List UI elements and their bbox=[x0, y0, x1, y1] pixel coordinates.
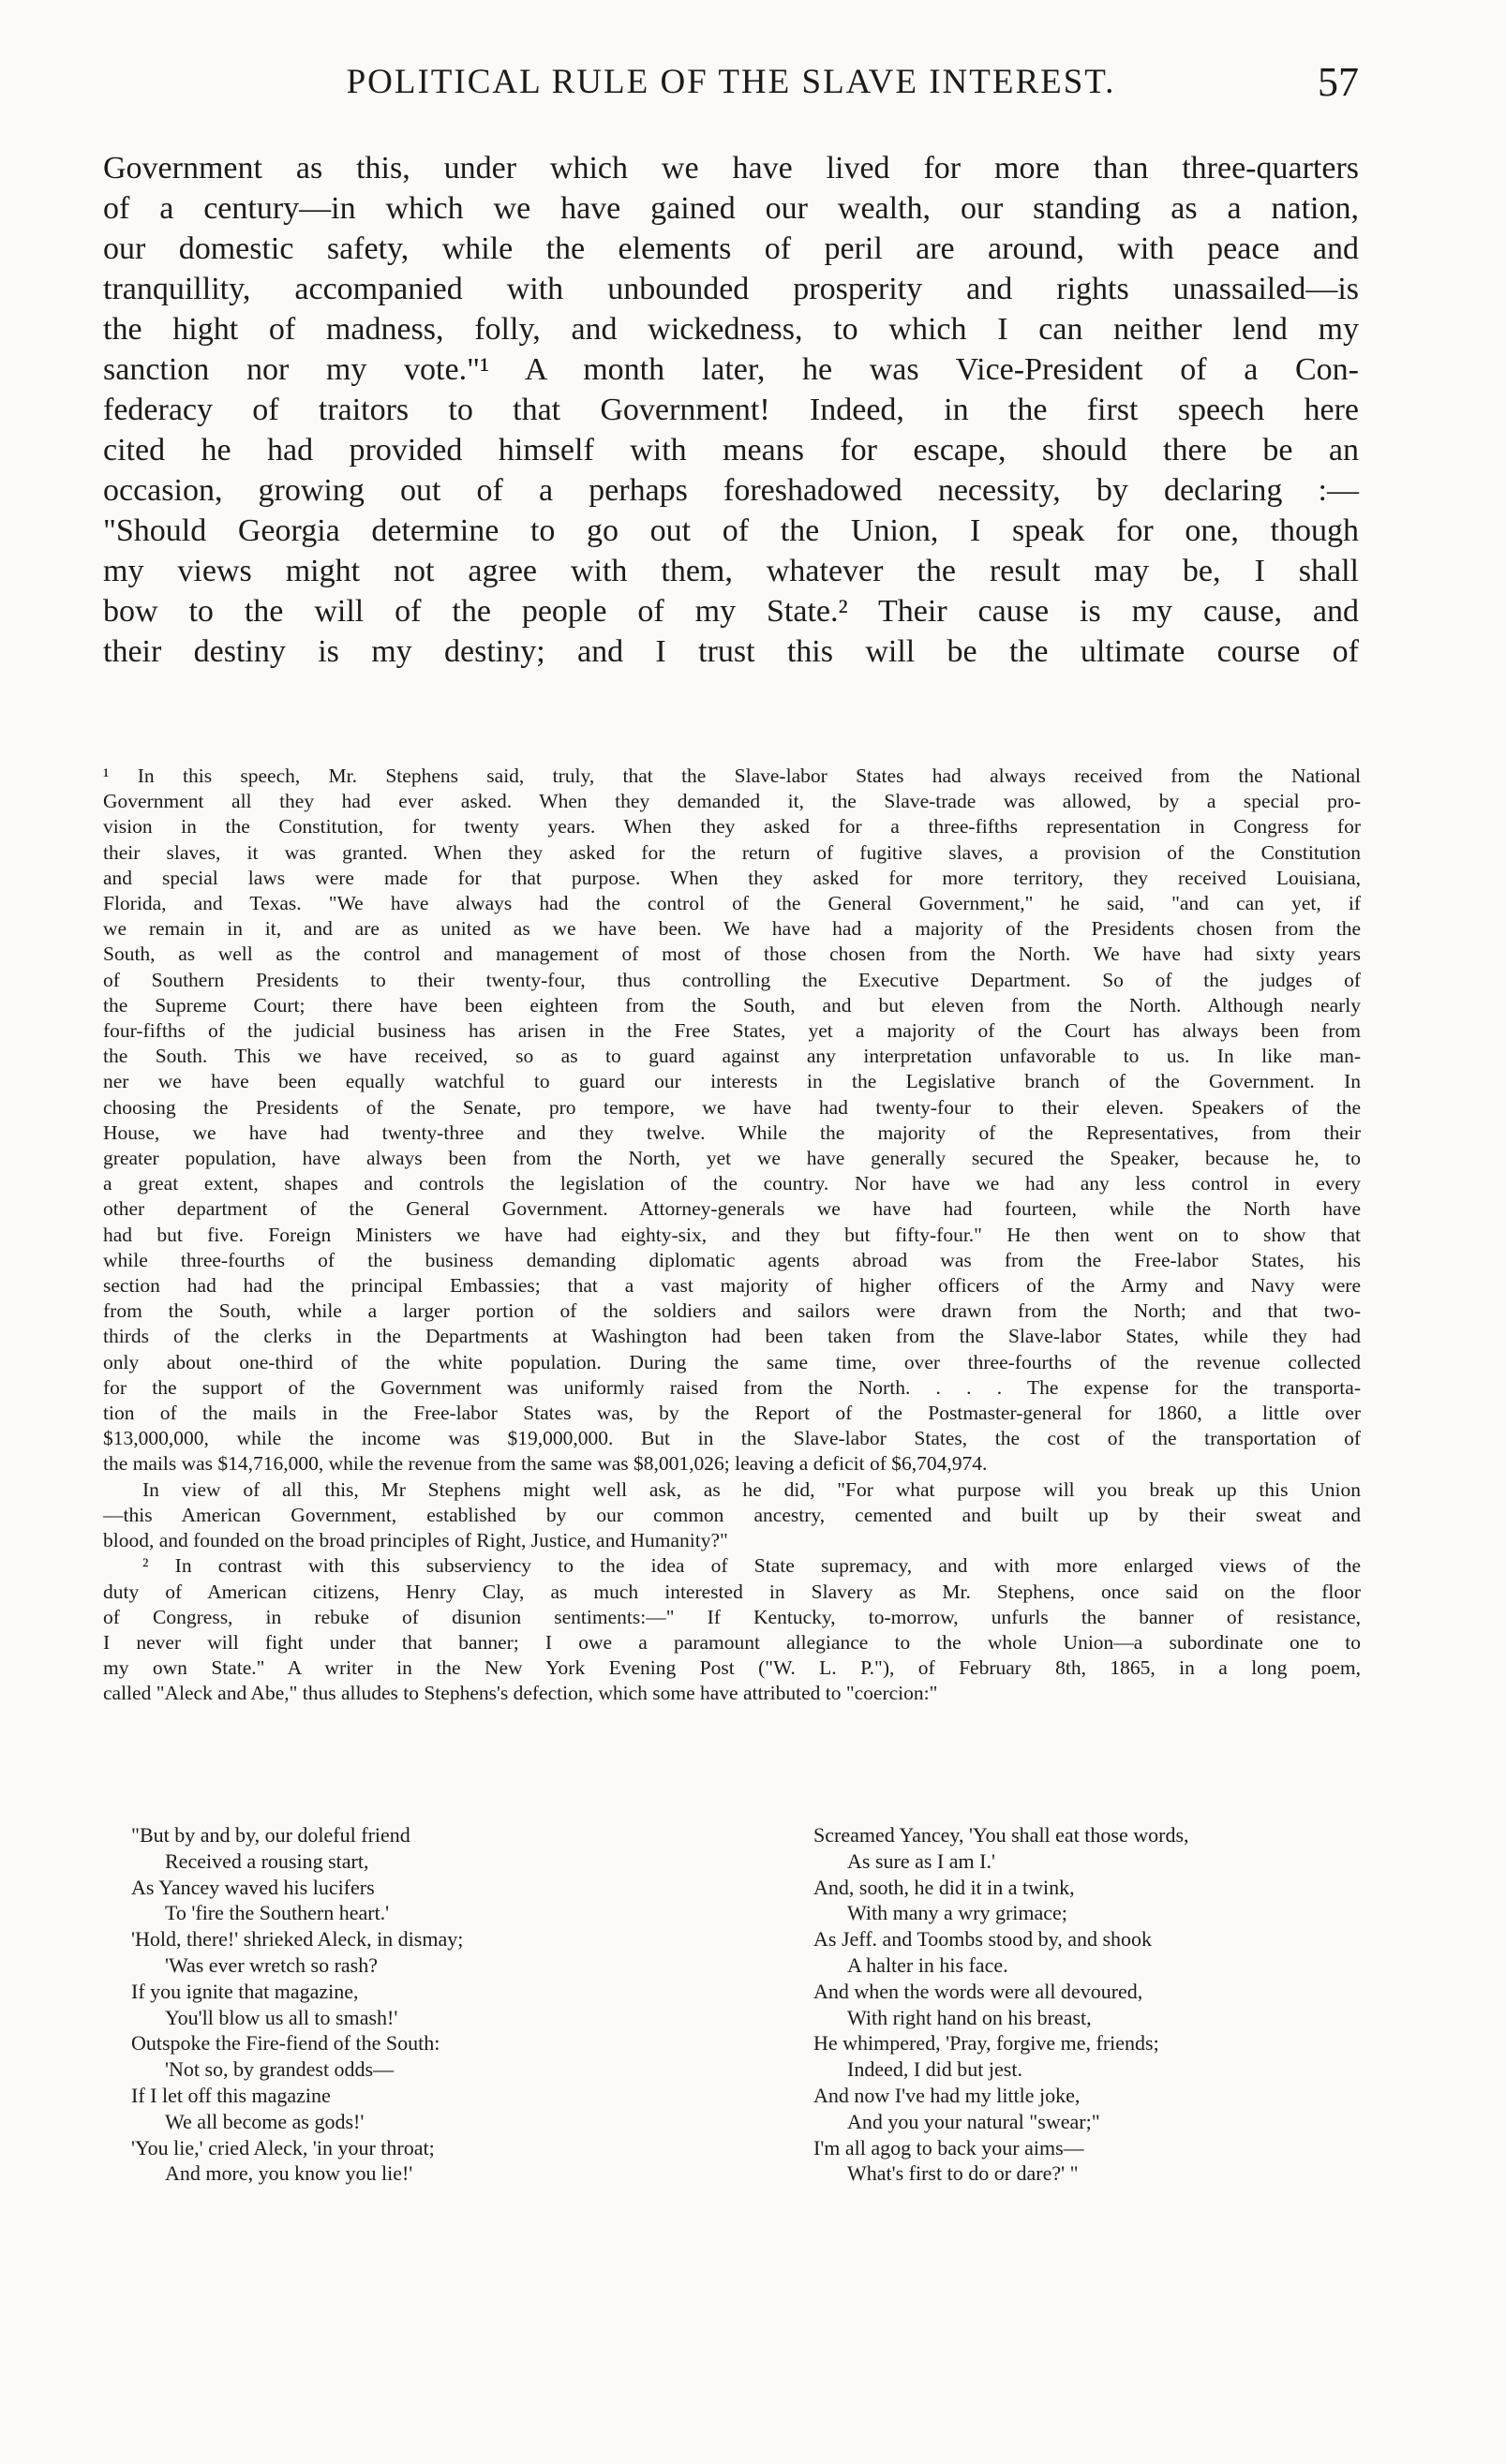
footnote-line: for the support of the Government was uniformly raised from the North. . . . The expense for the transporta- bbox=[103, 1375, 1361, 1399]
text-line: tranquillity, accompanied with unbounded prosperity and rights unassailed—is bbox=[103, 272, 1359, 306]
footnote-line: South, as well as the control and management of most of those chosen from the North. We have had sixty years bbox=[103, 943, 1361, 966]
poem-line: He whimpered, 'Pray, forgive me, friends; bbox=[813, 2031, 1159, 2056]
footnote-line: while three-fourths of the business demanding diplomatic agents abroad was from the Free-labor States, his bbox=[103, 1248, 1361, 1271]
footnote-line: we remain in it, and are as united as we have been. We have had a majority of the Presidents chosen from the bbox=[103, 917, 1361, 941]
poem-line: 'You lie,' cried Aleck, 'in your throat; bbox=[131, 2135, 435, 2160]
text-line: "Should Georgia determine to go out of the Union, I speak for one, though bbox=[103, 513, 1359, 548]
poem-line: 'Not so, by grandest odds— bbox=[165, 2057, 395, 2082]
poem-line: With right hand on his breast, bbox=[847, 2005, 1092, 2029]
footnotes bbox=[103, 764, 1361, 1707]
footnote-line: called "Aleck and Abe," thus alludes to Stephens's defection, which some have attributed to "coercion:" bbox=[103, 1682, 938, 1705]
footnote-line: greater population, have always been from the North, yet we have generally secured the Speaker, because he, to bbox=[103, 1147, 1361, 1170]
footnote-line: thirds of the clerks in the Departments at Washington had been taken from the Slave-labor States, while they had bbox=[103, 1325, 1361, 1348]
footnote-line: the mails was $14,716,000, while the revenue from the same was $8,001,026; leaving a deficit of $6,704,974. bbox=[103, 1452, 988, 1476]
text-line: occasion, growing out of a perhaps foreshadowed necessity, by declaring :— bbox=[103, 473, 1359, 508]
footnote-line: four-fifths of the judicial business has arisen in the Free States, yet a majority of the Court has always been from bbox=[103, 1019, 1361, 1043]
footnote-line: $13,000,000, while the income was $19,000,000. But in the Slave-labor States, the cost of the transportation of bbox=[103, 1427, 1361, 1450]
text-line: cited he had provided himself with means for escape, should there be an bbox=[103, 433, 1359, 468]
page-number: 57 bbox=[1318, 59, 1359, 105]
footnote-line: other department of the General Government. Attorney-generals we have had fourteen, while the North have bbox=[103, 1197, 1361, 1221]
footnote-line: —this American Government, established by our common ancestry, cemented and built up by their sweat and bbox=[103, 1503, 1361, 1526]
poem-line: Outspoke the Fire-fiend of the South: bbox=[131, 2031, 440, 2056]
footnote-line: ¹ In this speech, Mr. Stephens said, truly, that the Slave-labor States had always received from the National bbox=[103, 764, 1361, 787]
footnote-line: Government all they had ever asked. When they demanded it, the Slave-trade was allowed, by a special pro- bbox=[103, 790, 1361, 813]
poem-line: If you ignite that magazine, bbox=[131, 1979, 359, 2003]
footnote-line: I never will fight under that banner; I owe a paramount allegiance to the whole Union—a subordinate one to bbox=[103, 1630, 1361, 1654]
poem-line: Received a rousing start, bbox=[165, 1848, 369, 1873]
poem-line: With many a wry grimace; bbox=[847, 1901, 1067, 1925]
text-line: Government as this, under which we have lived for more than three-quarters bbox=[103, 151, 1359, 186]
text-line: bow to the will of the people of my State.² Their cause is my cause, and bbox=[103, 594, 1359, 629]
poem-line: 'Hold, there!' shrieked Aleck, in dismay; bbox=[131, 1927, 464, 1952]
poem-line: What's first to do or dare?' " bbox=[847, 2161, 1079, 2186]
footnote-line: blood, and founded on the broad principles of Right, Justice, and Humanity?" bbox=[103, 1529, 728, 1552]
poem-line: Screamed Yancey, 'You shall eat those words, bbox=[813, 1823, 1189, 1847]
footnote-line: of Southern Presidents to their twenty-four, thus controlling the Executive Department. So of the judges of bbox=[103, 968, 1361, 991]
poem-line: As sure as I am I.' bbox=[847, 1848, 995, 1873]
poem-line: As Yancey waved his lucifers bbox=[131, 1875, 375, 1899]
poem-left-column bbox=[131, 1822, 656, 2187]
footnote-line: had but five. Foreign Ministers we have had eighty-six, and they but fifty-four." He then went on to show that bbox=[103, 1223, 1361, 1246]
poem-line: And more, you know you lie!' bbox=[165, 2161, 413, 2186]
poem-right-column bbox=[813, 1822, 1357, 2187]
text-line: the hight of madness, folly, and wickedness, to which I can neither lend my bbox=[103, 312, 1359, 347]
poem-line: And now I've had my little joke, bbox=[813, 2083, 1081, 2107]
footnote-line: ² In contrast with this subserviency to the idea of State supremacy, and with more enlarged views of the bbox=[142, 1554, 1361, 1578]
footnote-line: In view of all this, Mr Stephens might well ask, as he did, "For what purpose will you break up this Union bbox=[142, 1477, 1361, 1501]
poem-line: To 'fire the Southern heart.' bbox=[165, 1901, 390, 1925]
footnote-line: a great extent, shapes and controls the legislation of the country. Nor have we had any less control in every bbox=[103, 1172, 1361, 1195]
footnote-line: the Supreme Court; there have been eighteen from the South, and but eleven from the North. Although nearly bbox=[103, 993, 1361, 1017]
poem-line: If I let off this magazine bbox=[131, 2083, 331, 2107]
text-line: federacy of traitors to that Government! Indeed, in the first speech here bbox=[103, 393, 1359, 427]
poem-line: I'm all agog to back your aims— bbox=[813, 2135, 1084, 2160]
footnote-line: tion of the mails in the Free-labor States was, by the Report of the Postmaster-general for 1860, a little over bbox=[103, 1402, 1361, 1425]
text-line: of a century—in which we have gained our wealth, our standing as a nation, bbox=[103, 191, 1359, 226]
footnote-line: House, we have had twenty-three and they twelve. While the majority of the Representatives, from their bbox=[103, 1121, 1361, 1144]
poem-line: "But by and by, our doleful friend bbox=[131, 1823, 410, 1847]
text-line: my views might not agree with them, whatever the result may be, I shall bbox=[103, 554, 1359, 588]
page-header bbox=[103, 59, 1359, 118]
main-text bbox=[103, 148, 1359, 672]
poem-line: And when the words were all devoured, bbox=[813, 1979, 1143, 2003]
footnote-line: their slaves, it was granted. When they asked for the return of fugitive slaves, a provision of the Constitution bbox=[103, 840, 1361, 864]
poem-line: And you your natural "swear;" bbox=[847, 2109, 1100, 2133]
footnote-line: of Congress, in rebuke of disunion sentiments:—" If Kentucky, to-morrow, unfurls the banner of resistance, bbox=[103, 1605, 1361, 1628]
footnote-line: ner we have been equally watchful to guard our interests in the Legislative branch of the Government. In bbox=[103, 1070, 1361, 1093]
poem-line: You'll blow us all to smash!' bbox=[165, 2005, 398, 2029]
footnote-line: only about one-third of the white population. During the same time, over three-fourths of the revenue collected bbox=[103, 1350, 1361, 1373]
footnote-line: choosing the Presidents of the Senate, pro tempore, we have had twenty-four to their eleven. Speakers of the bbox=[103, 1095, 1361, 1119]
footnote-line: my own State." A writer in the New York Evening Post ("W. L. P."), of February 8th, 1865, in a long poem, bbox=[103, 1656, 1361, 1680]
poem-line: As Jeff. and Toombs stood by, and shook bbox=[813, 1927, 1153, 1952]
running-head: POLITICAL RULE OF THE SLAVE INTEREST. bbox=[346, 63, 1116, 101]
text-line: their destiny is my destiny; and I trust this will be the ultimate course of bbox=[103, 634, 1359, 669]
text-line: sanction nor my vote."¹ A month later, he was Vice-President of a Con- bbox=[103, 352, 1359, 387]
poem-line: 'Was ever wretch so rash? bbox=[165, 1952, 378, 1977]
poem-line: We all become as gods!' bbox=[165, 2109, 365, 2133]
footnote-line: and special laws were made for that purpose. When they asked for more territory, they received Louisiana, bbox=[103, 866, 1361, 889]
poem-line: And, sooth, he did it in a twink, bbox=[813, 1875, 1075, 1899]
footnote-line: vision in the Constitution, for twenty years. When they asked for a three-fifths representation in Congress for bbox=[103, 815, 1361, 839]
footnote-line: Florida, and Texas. "We have always had the control of the General Government," he said, "and can yet, if bbox=[103, 892, 1361, 915]
poem-line: A halter in his face. bbox=[847, 1952, 1008, 1977]
footnote-line: duty of American citizens, Henry Clay, as much interested in Slavery as Mr. Stephens, once said on the floor bbox=[103, 1580, 1361, 1603]
poem-line: Indeed, I did but jest. bbox=[847, 2057, 1022, 2082]
footnote-line: section had had the principal Embassies; that a vast majority of higher officers of the Army and Navy were bbox=[103, 1274, 1361, 1298]
footnote-line: the South. This we have received, so as to guard against any interpretation unfavorable to us. In like man- bbox=[103, 1045, 1361, 1068]
text-line: our domestic safety, while the elements of peril are around, with peace and bbox=[103, 231, 1359, 266]
footnote-line: from the South, while a larger portion of the soldiers and sailors were drawn from the North; and that two- bbox=[103, 1299, 1361, 1323]
